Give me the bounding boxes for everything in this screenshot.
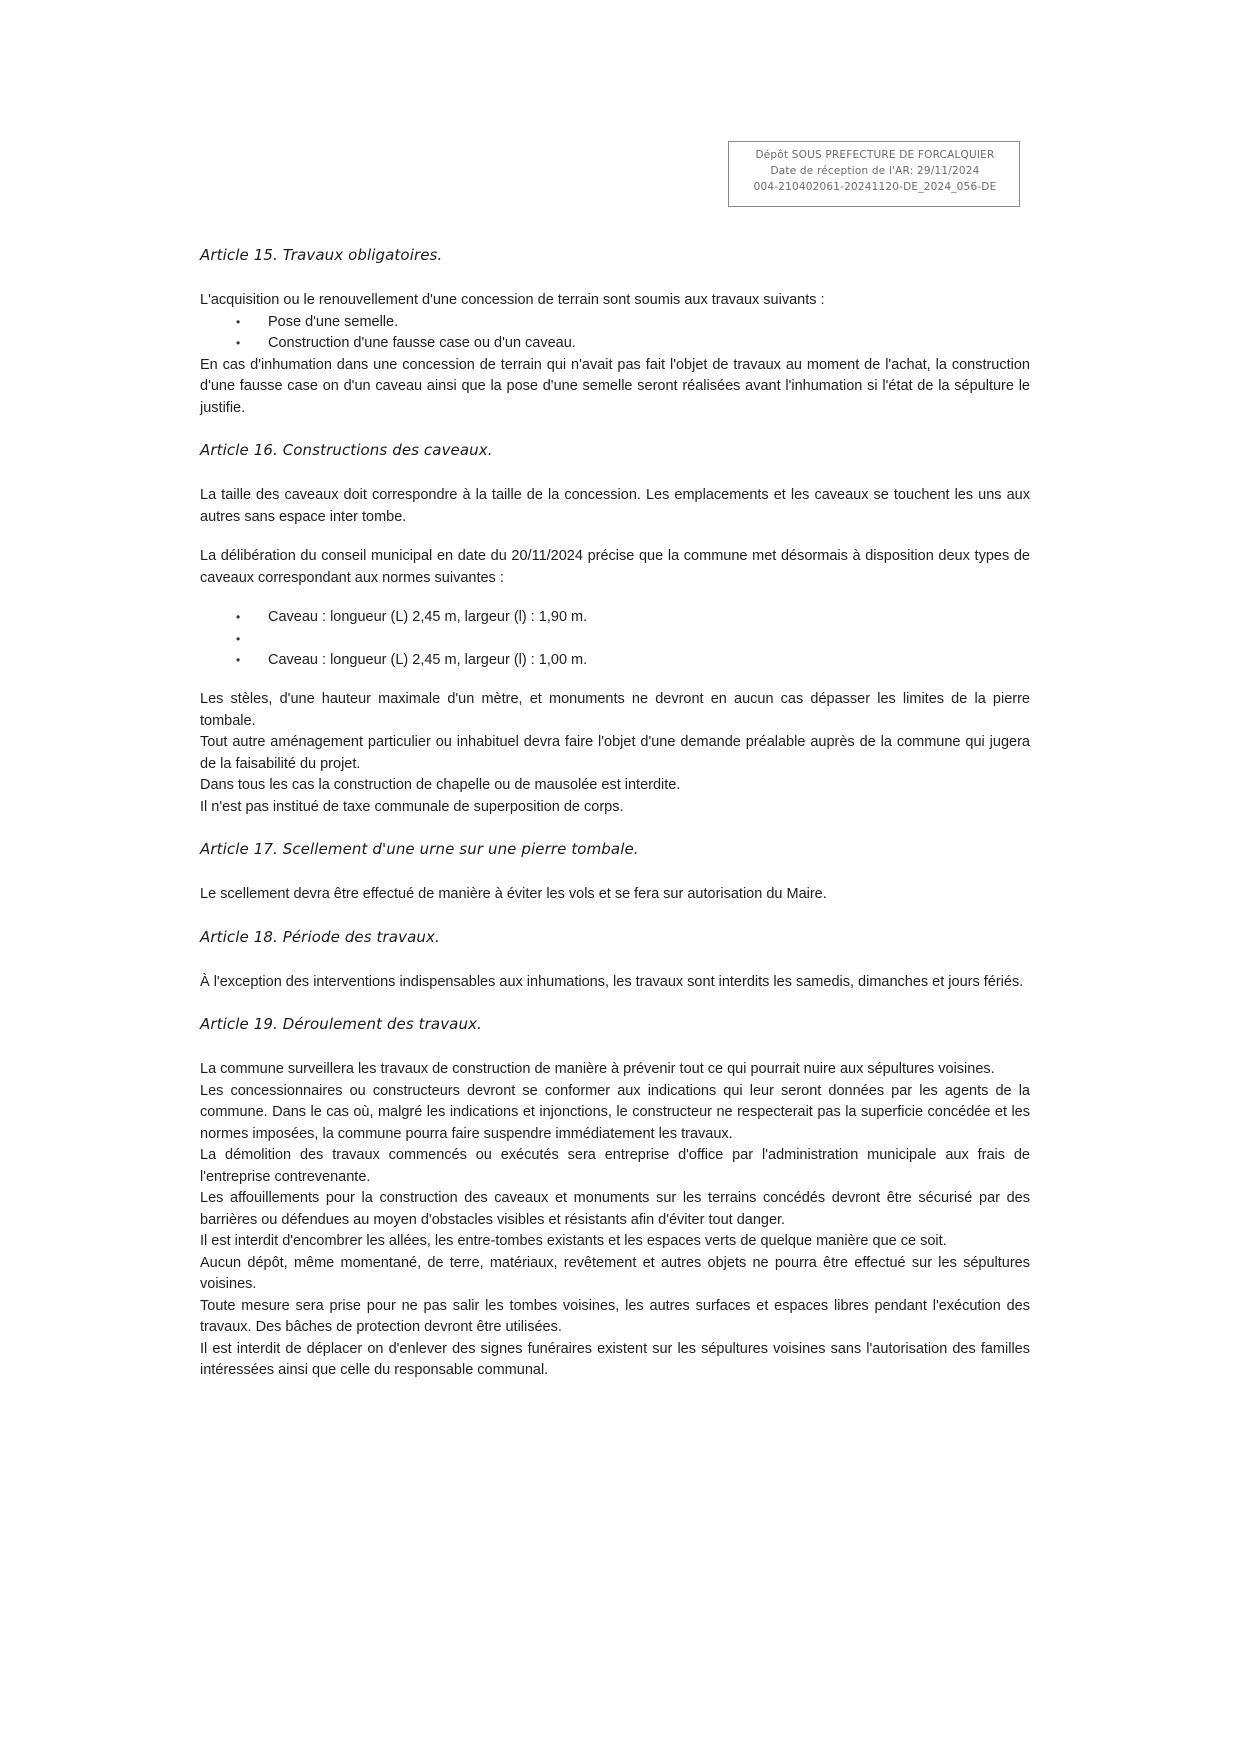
article-18 bbox=[200, 928, 1030, 994]
article-19-paragraph: Les affouillements pour la construction des caveaux et monuments sur les terrains concédés devront être sécurisé par des barrières ou défendues au moyen d'obstacles visibles et résistants afin d'éviter tout danger. bbox=[200, 1190, 1030, 1228]
article-18-title: Article 18. Période des travaux. bbox=[200, 927, 440, 946]
article-19-paragraph: La commune surveillera les travaux de construction de manière à prévenir tout ce qui pourrait nuire aux sépultures voisines. bbox=[200, 1061, 995, 1077]
list-item: • Construction d'une fausse case ou d'un caveau. bbox=[200, 333, 1030, 355]
article-19-paragraph: Les concessionnaires ou constructeurs devront se conformer aux indications qui leur seront données par les agents de la commune. Dans le cas où, malgré les indications et injonctions, le constructeur ne respecterait pas la superficie concédée et les normes imposées, la commune pourra faire suspendre immédiatement les travaux. bbox=[200, 1082, 1030, 1142]
article-15 bbox=[200, 246, 1030, 419]
article-16-list bbox=[200, 607, 1030, 671]
article-15-intro: L'acquisition ou le renouvellement d'une concession de terrain sont soumis aux travaux suivants : bbox=[200, 292, 825, 308]
list-item: • Caveau : longueur (L) 2,45 m, largeur (l) : 1,00 m. bbox=[200, 650, 1030, 672]
stamp-line-1: Dépôt SOUS PREFECTURE DE FORCALQUIER bbox=[755, 149, 995, 161]
article-15-list bbox=[200, 312, 1030, 355]
article-17-paragraph: Le scellement devra être effectué de manière à éviter les vols et se fera sur autorisation du Maire. bbox=[200, 886, 827, 902]
article-19-paragraph: Toute mesure sera prise pour ne pas salir les tombes voisines, les autres surfaces et espaces libres pendant l'exécution des travaux. Des bâches de protection devront être utilisées. bbox=[200, 1297, 1030, 1335]
article-19-paragraph: Il est interdit de déplacer on d'enlever des signes funéraires existent sur les sépultures voisines sans l'autorisation des familles intéressées ainsi que celle du responsable communal. bbox=[200, 1340, 1030, 1378]
article-19-paragraph: La démolition des travaux commencés ou exécutés sera entreprise d'office par l'administration municipale aux frais de l'entreprise contrevenante. bbox=[200, 1147, 1030, 1185]
article-19 bbox=[200, 1015, 1030, 1382]
article-19-paragraph: Aucun dépôt, même momentané, de terre, matériaux, revêtement et autres objets ne pourra être effectué sur les sépultures voisines. bbox=[200, 1254, 1030, 1292]
list-item: • Caveau : longueur (L) 2,45 m, largeur (l) : 1,90 m. bbox=[200, 607, 1030, 629]
article-16-title: Article 16. Constructions des caveaux. bbox=[200, 441, 493, 459]
article-16-paragraph: Tout autre aménagement particulier ou inhabituel devra faire l'objet d'une demande préalable auprès de la commune qui jugera de la faisabilité du projet. bbox=[200, 734, 1030, 772]
article-19-title: Article 19. Déroulement des travaux. bbox=[200, 1015, 482, 1033]
article-16-paragraph: Les stèles, d'une hauteur maximale d'un mètre, et monuments ne devront en aucun cas dépasser les limites de la pierre tombale. bbox=[200, 691, 1030, 729]
reception-stamp bbox=[728, 141, 1020, 207]
article-16-paragraph: La taille des caveaux doit correspondre à la taille de la concession. Les emplacements et les caveaux se touchent les uns aux autres sans espace inter tombe. bbox=[200, 487, 1030, 525]
document-body bbox=[200, 246, 1030, 1382]
article-18-paragraph: À l'exception des interventions indispensables aux inhumations, les travaux sont interdits les samedis, dimanches et jours fériés. bbox=[200, 973, 1024, 990]
article-16-paragraph: La délibération du conseil municipal en date du 20/11/2024 précise que la commune met désormais à disposition deux types de caveaux correspondant aux normes suivantes : bbox=[200, 548, 1030, 586]
article-17 bbox=[200, 840, 1030, 906]
article-17-title: Article 17. Scellement d'une urne sur une pierre tombale. bbox=[200, 840, 639, 858]
article-16-paragraph: Dans tous les cas la construction de chapelle ou de mausolée est interdite. bbox=[200, 777, 681, 793]
article-19-paragraph: Il est interdit d'encombrer les allées, les entre-tombes existants et les espaces verts de quelque manière que ce soit. bbox=[200, 1233, 947, 1249]
stamp-line-2: Date de réception de l'AR: 29/11/2024 bbox=[770, 165, 980, 177]
article-15-title: Article 15. Travaux obligatoires. bbox=[200, 246, 443, 264]
stamp-line-3: 004-210402061-20241120-DE_2024_056-DE bbox=[753, 181, 997, 193]
article-16-paragraph: Il n'est pas institué de taxe communale de superposition de corps. bbox=[200, 798, 624, 815]
article-15-paragraph: En cas d'inhumation dans une concession de terrain qui n'avait pas fait l'objet de travaux au moment de l'achat, la construction d'une fausse case on d'un caveau ainsi que la pose d'une semelle seront réalisées avant l'inhumation si l'état de la sépulture le justifie. bbox=[200, 356, 1030, 416]
list-item: • Pose d'une semelle. bbox=[200, 312, 1030, 334]
article-16 bbox=[200, 441, 1030, 818]
